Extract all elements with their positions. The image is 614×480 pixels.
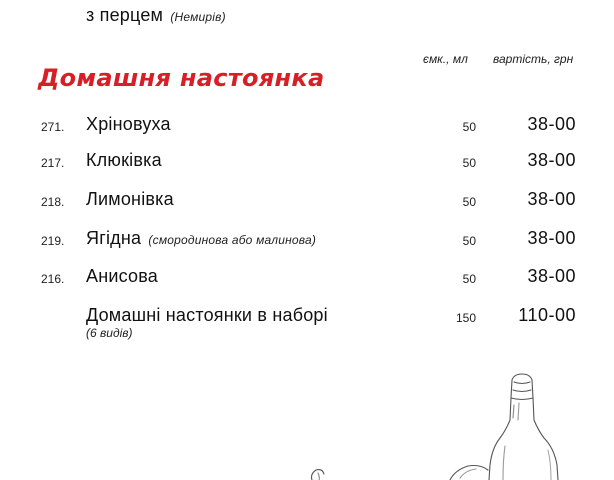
menu-item-row (0, 228, 614, 258)
item-name-label: Домашні настоянки в наборі (86, 305, 328, 325)
item-name (86, 150, 162, 171)
item-name-label: Хріновуха (86, 114, 171, 134)
item-price: 38-00 (527, 228, 576, 248)
item-name (86, 228, 316, 249)
item-volume: 50 (462, 156, 476, 170)
item-volume: 50 (462, 272, 476, 286)
item-number: 218. (41, 195, 65, 209)
item-volume: 50 (462, 234, 476, 248)
item-name (86, 114, 171, 135)
item-number: 219. (41, 234, 65, 248)
item-name-label: Клюківка (86, 150, 162, 170)
menu-item-row (0, 150, 614, 180)
previous-item-label: з перцем (86, 5, 164, 25)
item-name (86, 305, 328, 326)
previous-item-note: (Немирів) (170, 10, 226, 24)
item-price: 110-00 (518, 305, 576, 325)
item-volume: 50 (462, 195, 476, 209)
previous-item-name (86, 5, 226, 26)
item-name-label: Ягідна (86, 228, 142, 248)
section-title: Домашня настоянка (38, 64, 325, 92)
bottle-sketch-icon (300, 370, 600, 480)
item-price: 38-00 (527, 150, 576, 170)
item-note: (смородинова або малинова) (148, 233, 317, 247)
item-price: 38-00 (527, 114, 576, 134)
item-volume: 50 (462, 120, 476, 134)
item-number: 216. (41, 272, 65, 286)
item-name (86, 189, 174, 210)
column-header-price: вартість, грн (493, 52, 574, 66)
item-number: 217. (41, 156, 65, 170)
item-name-label: Лимонівка (86, 189, 174, 209)
item-name (86, 266, 158, 287)
menu-item-row (0, 266, 614, 296)
item-price: 38-00 (527, 189, 576, 209)
column-header-volume: ємк., мл (423, 52, 468, 66)
menu-item-row (0, 114, 614, 144)
item-volume: 150 (455, 311, 476, 325)
item-number: 271. (41, 120, 65, 134)
menu-item-row (0, 189, 614, 219)
item-name-label: Анисова (86, 266, 158, 286)
menu-item-row-set (0, 305, 614, 347)
item-subnote: (6 видів) (86, 326, 133, 340)
item-price: 38-00 (527, 266, 576, 286)
